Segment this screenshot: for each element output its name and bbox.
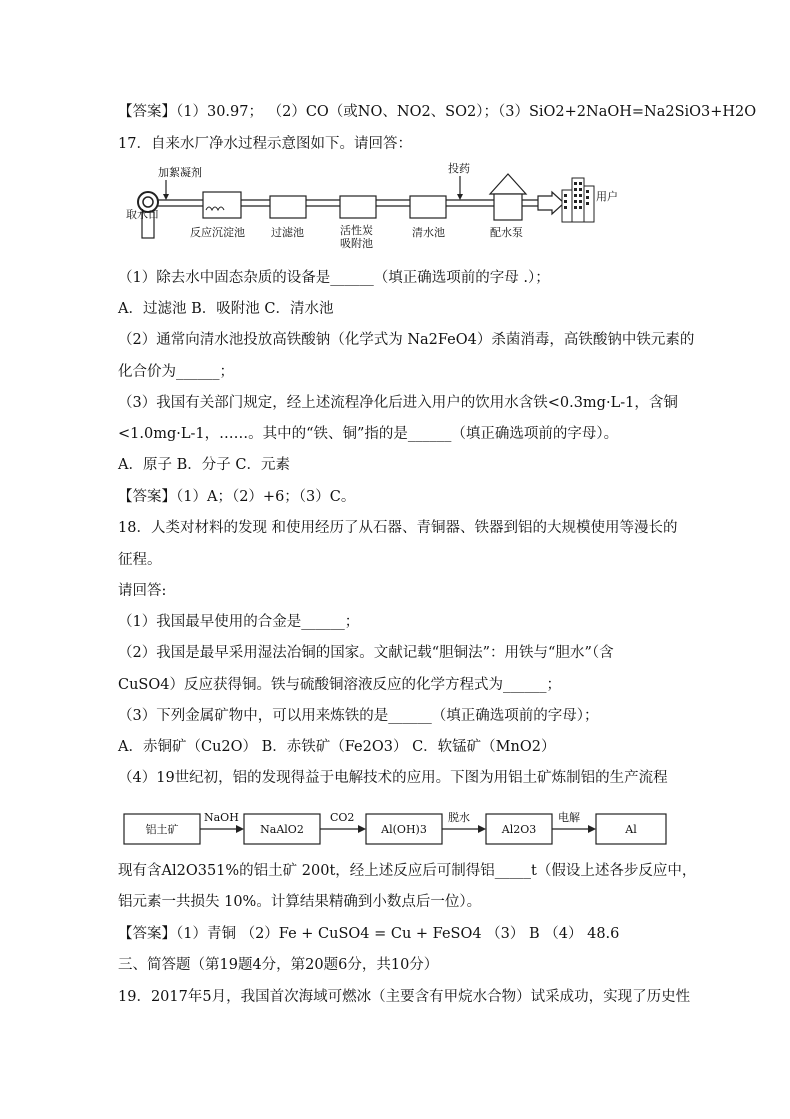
dosing-label: 投药 xyxy=(448,162,470,175)
question-19: 19．2017年5月，我国首次海域可燃冰（主要含有甲烷水合物）试采成功，实现了历史性 xyxy=(118,989,691,1005)
flow-arrow-label-2: CO2 xyxy=(330,811,355,824)
tank-label-1: 反应沉淀池 xyxy=(190,226,245,239)
carbon-adsorption-tank xyxy=(340,196,376,218)
aluminum-process-diagram xyxy=(118,804,673,852)
q18-part4-problem: 现有含Al2O351%的铝土矿 200t，经上述反应后可制得铝_____t（假设上述各步反应中， xyxy=(118,863,697,879)
q18-part1: （1）我国最早使用的合金是______； xyxy=(118,614,360,630)
q17-part1-options: A．过滤池 B．吸附池 C．清水池 xyxy=(118,301,334,317)
intake-label: 取水口 xyxy=(126,208,159,221)
svg-text:Al: Al xyxy=(625,823,637,836)
clean-water-tank xyxy=(410,196,446,218)
q17-part2: （2）通常向清水池投放高铁酸钠（化学式为 Na2FeO4）杀菌消毒，高铁酸钠中铁元素的 xyxy=(118,332,695,348)
pump-house-icon xyxy=(490,174,526,194)
answer-16: 【答案】（1）30.97； （2）CO（或NO、NO2、SO2）；（3）SiO2+2NaOH=Na2SiO3+H2O xyxy=(118,104,757,120)
buildings-icon xyxy=(562,178,594,222)
q18-part2-cont: CuSO4）反应获得铜。铁与硫酸铜溶液反应的化学方程式为______； xyxy=(118,677,561,693)
q17-part3-cont: <1.0mg·L-1，……。其中的“铁、铜”指的是______（填正确选项前的字母）。 xyxy=(118,426,619,442)
tank-label-2: 过滤池 xyxy=(271,226,304,239)
users-label: 用户 xyxy=(596,190,618,203)
svg-text:铝土矿: 铝土矿 xyxy=(145,823,179,836)
q18-part4-problem-cont: 铝元素一共损失 10%。计算结果精确到小数点后一位）。 xyxy=(118,894,482,910)
q17-part1: （1）除去水中固态杂质的设备是______（填正确选项前的字母 .）； xyxy=(118,270,550,286)
filter-tank xyxy=(270,196,306,218)
q17-part2-cont: 化合价为______； xyxy=(118,364,234,380)
water-treatment-diagram xyxy=(118,160,618,250)
q17-part3: （3）我国有关部门规定，经上述流程净化后进入用户的饮用水含铁<0.3mg·L-1，含铜 xyxy=(118,395,678,411)
answer-17: 【答案】（1）A；（2）+6；（3）C。 xyxy=(118,489,356,505)
flow-arrow-label-4: 电解 xyxy=(558,811,580,824)
section-heading-3: 三、简答题（第19题4分，第20题6分，共10分） xyxy=(118,957,439,973)
svg-text:Al(OH)3: Al(OH)3 xyxy=(381,823,427,836)
svg-text:NaAlO2: NaAlO2 xyxy=(260,823,304,836)
svg-text:Al2O3: Al2O3 xyxy=(501,823,537,836)
flow-arrow-label-3: 脱水 xyxy=(448,811,470,824)
tank-label-3a: 活性炭 xyxy=(340,224,373,237)
coagulant-label: 加絮凝剂 xyxy=(158,166,202,179)
question-18: 18．人类对材料的发现 和使用经历了从石器、青铜器、铁器到铝的大规模使用等漫长的 xyxy=(118,520,678,536)
q17-part3-options: A．原子 B．分子 C．元素 xyxy=(118,457,290,473)
question-17: 17．自来水厂净水过程示意图如下。请回答： xyxy=(118,136,412,152)
reaction-settling-tank xyxy=(203,192,241,218)
tank-label-3b: 吸附池 xyxy=(340,237,373,250)
q18-part4: （4）19世纪初，铝的发现得益于电解技术的应用。下图为用铝土矿炼制铝的生产流程 xyxy=(118,770,668,786)
please-answer: 请回答: xyxy=(118,583,167,599)
q18-part3: （3）下列金属矿物中，可以用来炼铁的是______（填正确选项前的字母）； xyxy=(118,708,599,724)
q18-part3-options: A．赤铜矿（Cu2O） B．赤铁矿（Fe2O3） C．软锰矿（MnO2） xyxy=(118,739,556,755)
flow-arrow-label-1: NaOH xyxy=(204,811,239,824)
tank-label-5: 配水泵 xyxy=(490,226,523,239)
tank-label-4: 清水池 xyxy=(412,226,445,239)
q18-part2: （2）我国是最早采用湿法冶铜的国家。文献记载“胆铜法”：用铁与“胆水”（含 xyxy=(118,645,614,661)
question-18-cont: 征程。 xyxy=(118,552,162,568)
answer-18: 【答案】（1）青铜 （2）Fe + CuSO4 = Cu + FeSO4 （3） B （4） 48.6 xyxy=(118,926,620,942)
